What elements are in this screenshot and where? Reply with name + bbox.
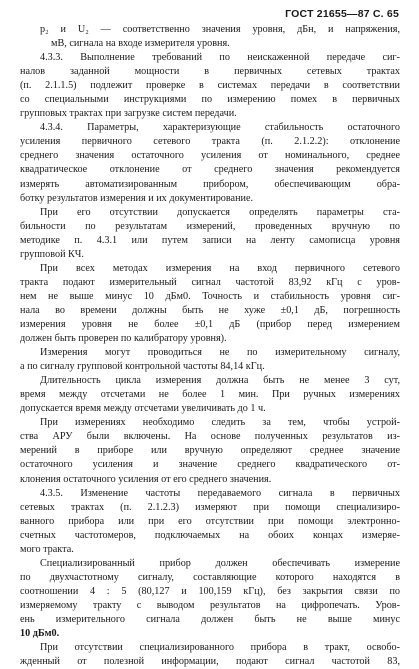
text-line: время между отсчетами не более 1 мин. При ручных измерениях — [20, 389, 400, 401]
text-line: Измерения могут проводиться не по измерительному сигналу, — [40, 347, 400, 359]
text-line: по двухчастотному сигналу, составляющие которого находятся в — [20, 571, 400, 583]
text-line: нала во времени должны быть не хуже ±0,1 дБ, погрешность — [20, 304, 400, 316]
text-line: ванного прибора или при его отсутствии при помощи электронно- — [20, 515, 400, 527]
text-line: При всех методах измерения на вход первичного сетевого — [40, 262, 400, 274]
text-line: измерять автоматизированным прибором, обеспечивающим обра- — [20, 178, 400, 190]
text-line: соотношении 4 : 5 (80,127 и 100,159 кГц), без закрытия связи по — [20, 585, 400, 597]
text-line: 4.3.5. Изменение частоты передаваемого сигнала в первичных — [40, 487, 400, 499]
text-line: налов заданной мощности в первичных сетевых трактах — [20, 66, 400, 78]
text-line: счетных частотомеров, подключаемых на обоих концах измеряе- — [20, 529, 400, 541]
text-line: среднего значения остаточного усиления от номинального, среднее — [20, 150, 400, 162]
text-line: бильности по результатам измерений, проведенных вручную по — [20, 220, 400, 232]
text-line: усиления первичного сетевого тракта (п. 2.1.2.2): отклонение — [20, 136, 400, 148]
document-body — [20, 23, 400, 669]
text-line: должен быть проверен по калибратору уровня). — [20, 333, 227, 345]
text-line: нем не выше минус 10 дБм0. Точность и стабильность уровня сиг- — [20, 290, 400, 302]
text-line: 10 дБм0. — [20, 628, 60, 640]
text-line: остаточного усиления и значение среднего квадратического от- — [20, 459, 400, 471]
text-line: групповых трактах при загрузке систем передачи. — [20, 108, 237, 120]
text-line: 4.3.3. Выполнение требований по неискаженной передаче сиг- — [40, 52, 400, 64]
text-line: Специализированный прибор должен обеспечивать измерение — [40, 557, 400, 569]
text-line: ства АРУ были включены. На основе полученных результатов из- — [20, 431, 400, 443]
text-line: При отсутствии специализированного прибора в тракт, освобо- — [40, 642, 400, 654]
text-line: клонения остаточного усиления от его среднего значения. — [20, 473, 272, 485]
text-line: со специальными инструкциями по измерению помех в первичных — [20, 94, 400, 106]
text-line: тракта подают измерительный сигнал частотой 83,92 кГц с уров- — [20, 276, 400, 288]
text-line: (п. 2.1.1.5) подлежит проверке в системах передачи в соответствии — [20, 80, 400, 92]
page-header: ГОСТ 21655—87 С. 65 — [285, 8, 399, 20]
text-line: мого тракта. — [20, 543, 74, 555]
text-line: ень измерительного сигнала должен быть не выше минус — [20, 613, 400, 625]
text-line: групповой КЧ. — [20, 248, 84, 260]
text-line: 4.3.4. Параметры, характеризующие стабильность остаточного — [40, 122, 400, 134]
text-line: измерения уровня не более ±0,1 дБ (прибор перед измерением — [20, 318, 400, 330]
text-line: а по сигналу групповой контрольной частоты 84,14 кГц. — [20, 361, 265, 373]
text-line: сетевых трактах (п. 2.1.2.3) измеряют при помощи специализиро- — [20, 501, 400, 513]
text-line: мерений в приборе или вручную определяют среднее значение — [20, 445, 400, 457]
text-line: ботку результатов измерения и их документирование. — [20, 192, 254, 204]
text-line: жденный от полезной информации, подают сигнал частотой 83, — [20, 656, 400, 668]
text-line: методике п. 4.3.1 или путем записи на ленту самописца уровня — [20, 234, 400, 246]
text-line: квадратическое отклонение от среднего значения рекомендуется — [20, 164, 400, 176]
text-line: При измерениях необходимо следить за тем, чтобы устрой- — [40, 417, 400, 429]
text-line: p₂ и U₂ — соответственно значения уровня, дБн, и напряжения, — [40, 24, 400, 35]
text-line: измеряемому тракту с выводом результатов на цифропечать. Уров- — [20, 599, 400, 611]
text-line: допускается время между отсчетами увеличивать до 1 ч. — [20, 403, 266, 415]
text-line: мВ, сигнала на входе измерителя уровня. — [51, 38, 230, 50]
text-line: При его отсутствии допускается определять параметры ста- — [40, 206, 400, 218]
text-line: Длительность цикла измерения должна быть не менее 3 сут, — [40, 375, 400, 387]
